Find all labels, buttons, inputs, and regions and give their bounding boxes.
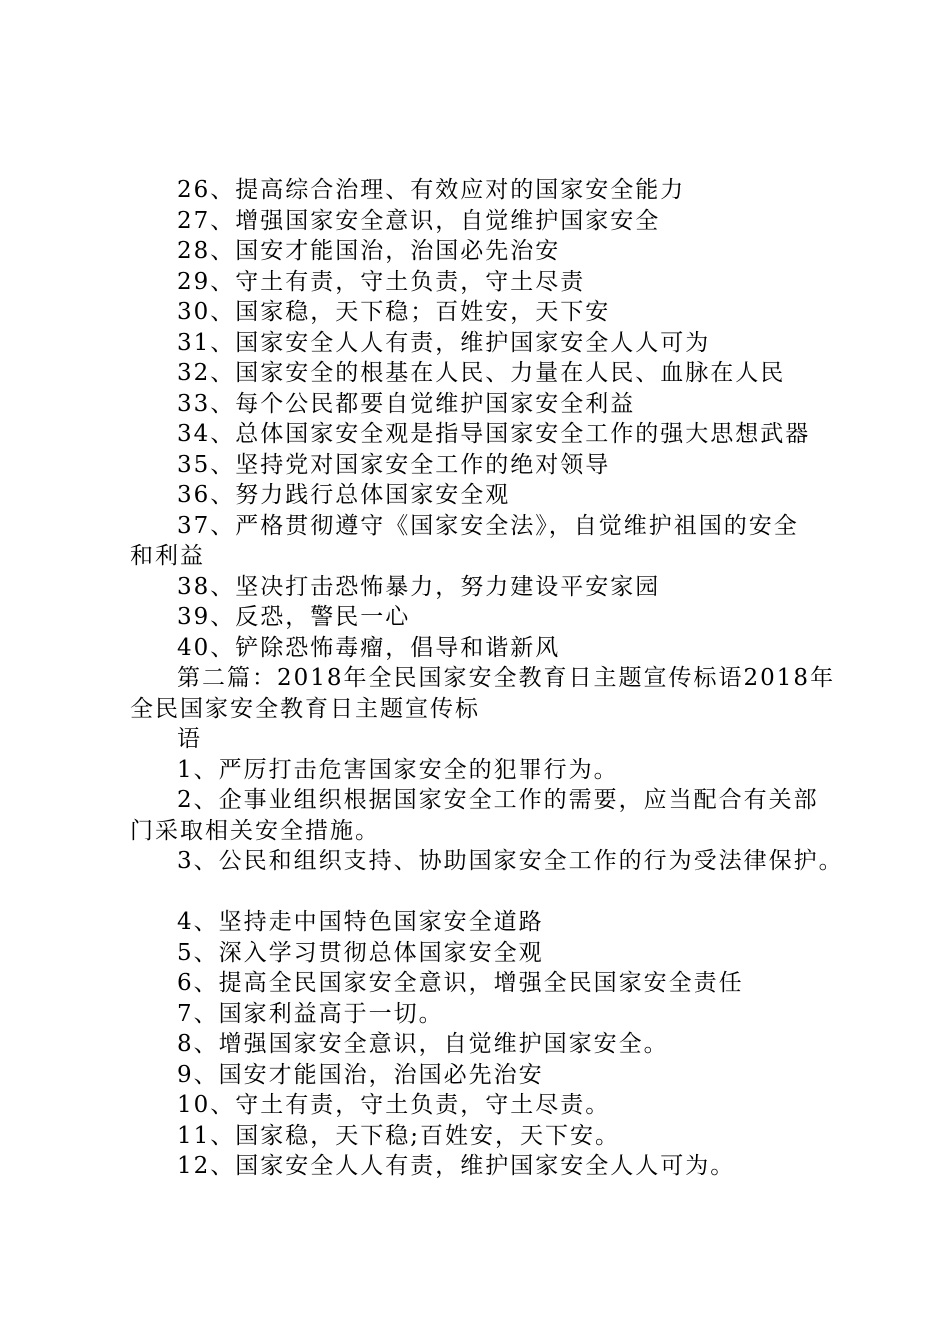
slogan-line: 40、铲除恐怖毒瘤，倡导和谐新风	[177, 634, 561, 661]
slogan-line: 29、守土有责，守土负责，守土尽责	[177, 268, 586, 295]
slogan-line: 4、坚持走中国特色国家安全道路	[177, 909, 544, 935]
slogan-line: 35、坚持党对国家安全工作的绝对领导	[177, 451, 611, 478]
slogan-line-continuation: 和利益	[130, 543, 205, 569]
slogan-line: 33、每个公民都要自觉维护国家安全利益	[177, 390, 636, 417]
slogan-line: 2、企事业组织根据国家安全工作的需要，应当配合有关部	[177, 787, 819, 813]
section-heading-continuation: 语	[177, 726, 202, 752]
slogan-line: 12、国家安全人人有责，维护国家安全人人可为。	[177, 1153, 736, 1179]
slogan-line: 28、国安才能国治，治国必先治安	[177, 238, 561, 264]
slogan-line: 1、严厉打击危害国家安全的犯罪行为。	[177, 756, 619, 783]
slogan-line: 31、国家安全人人有责，维护国家安全人人可为	[177, 329, 711, 356]
slogan-line: 7、国家利益高于一切。	[177, 1000, 444, 1027]
slogan-line: 3、公民和组织支持、协助国家安全工作的行为受法律保护。	[177, 848, 844, 874]
slogan-line: 27、增强国家安全意识，自觉维护国家安全	[177, 207, 661, 234]
slogan-line: 37、严格贯彻遵守《国家安全法》，自觉维护祖国的安全	[177, 512, 799, 539]
slogan-line: 9、国安才能国治，治国必先治安	[177, 1061, 544, 1088]
slogan-line: 39、反恐，警民一心	[177, 604, 411, 630]
slogan-line: 34、总体国家安全观是指导国家安全工作的强大思想武器	[177, 421, 811, 447]
slogan-line: 6、提高全民国家安全意识，增强全民国家安全责任	[177, 970, 744, 996]
slogan-line: 36、努力践行总体国家安全观	[177, 482, 511, 508]
slogan-line: 10、守土有责，守土负责，守土尽责。	[177, 1092, 611, 1118]
slogan-line: 5、深入学习贯彻总体国家安全观	[177, 939, 544, 966]
slogan-line: 38、坚决打击恐怖暴力，努力建设平安家园	[177, 573, 661, 600]
section-heading-continuation: 全民国家安全教育日主题宣传标	[130, 695, 480, 722]
section-heading: 第二篇：2018年全民国家安全教育日主题宣传标语2018年	[177, 665, 836, 691]
slogan-line: 11、国家稳，天下稳;百姓安，天下安。	[177, 1122, 621, 1149]
document-page	[130, 175, 850, 1182]
slogan-line-continuation: 门采取相关安全措施。	[130, 817, 380, 844]
slogan-line: 32、国家安全的根基在人民、力量在人民、血脉在人民	[177, 360, 786, 386]
blank-line	[130, 877, 850, 908]
slogan-line: 8、增强国家安全意识，自觉维护国家安全。	[177, 1031, 669, 1057]
slogan-line: 26、提高综合治理、有效应对的国家安全能力	[177, 177, 686, 203]
slogan-line: 30、国家稳，天下稳；百姓安，天下安	[177, 299, 611, 325]
